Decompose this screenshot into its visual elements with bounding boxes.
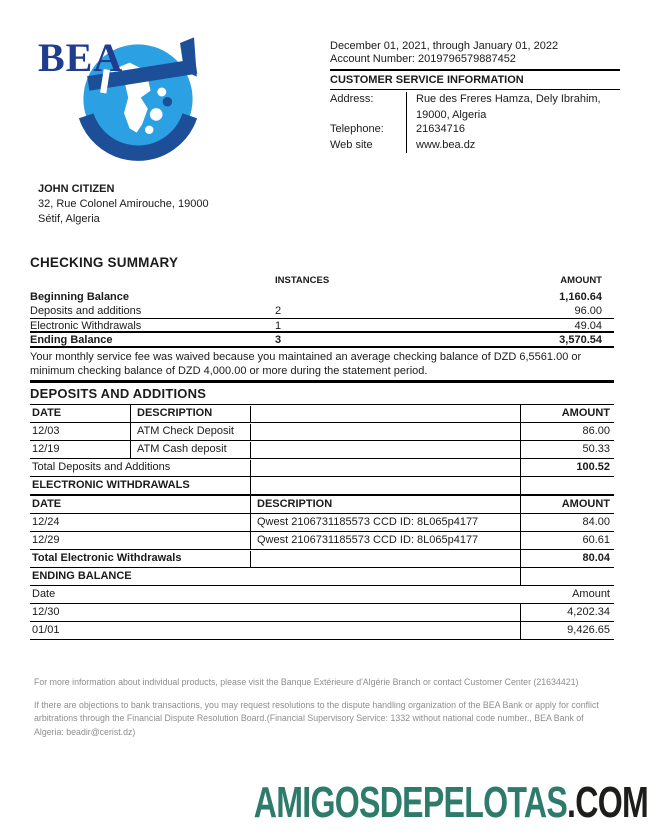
- address-value-line2: 19000, Algeria: [406, 108, 620, 123]
- website-value: www.bea.dz: [406, 138, 620, 154]
- customer-service-info: [330, 40, 620, 153]
- csi-row-telephone: [330, 122, 620, 138]
- ending-balance-row: 01/01 9,426.65: [30, 622, 614, 640]
- watermark: [254, 778, 648, 828]
- summary-row-withdrawals: Electronic Withdrawals 1 49.04: [30, 319, 614, 334]
- amount-column-header: AMOUNT: [560, 275, 602, 286]
- checking-summary-title: CHECKING SUMMARY: [30, 255, 179, 270]
- customer-address-line2: Sétif, Algeria: [38, 213, 100, 225]
- instances-column-header: INSTANCES: [275, 275, 330, 286]
- ending-balance-date-header: Date: [32, 588, 56, 600]
- ending-balance-section-title: ENDING BALANCE: [32, 570, 132, 582]
- bea-logo-text: BEA: [38, 35, 124, 80]
- ending-balance-amount-header: Amount: [572, 588, 610, 600]
- withdrawals-section-title: ELECTRONIC WITHDRAWALS: [32, 479, 190, 491]
- bea-logo: [38, 26, 213, 176]
- statement-period: December 01, 2021, through January 01, 2022: [330, 40, 559, 52]
- watermark-site-name: AMIGOSDEPELOTAS: [253, 778, 568, 827]
- website-label: Web site: [330, 138, 373, 151]
- deposits-date-header: DATE: [32, 407, 62, 419]
- summary-row-beginning-balance: Beginning Balance 1,160.64: [30, 290, 602, 303]
- withdrawals-amount-header: AMOUNT: [520, 496, 614, 513]
- address-label: Address:: [330, 93, 374, 105]
- deposits-description-header: DESCRIPTION: [130, 405, 250, 422]
- deposits-amount-header: AMOUNT: [520, 405, 614, 422]
- summary-row-ending-balance: Ending Balance 3 3,570.54: [30, 333, 614, 348]
- ending-balance-title-row: [30, 568, 614, 586]
- summary-row-deposits: Deposits and additions 2 96.00: [30, 304, 614, 319]
- account-number-line: [330, 53, 620, 69]
- footer-paragraph-1: For more information about individual products, please visit the Banque Extérieure d'Algérie Branch or contact Customer Center (21634421): [34, 677, 579, 687]
- withdrawal-row: 12/24 Qwest 2106731185573 CCD ID: 8L065p4177 84.00: [30, 514, 614, 532]
- withdrawals-header-row: [30, 495, 614, 514]
- summary-header-row: [30, 275, 614, 289]
- customer-address-line1: 32, Rue Colonel Amirouche, 19000: [38, 198, 209, 210]
- withdrawals-description-header: DESCRIPTION: [250, 496, 520, 513]
- checking-summary-section: [30, 255, 614, 379]
- account-number-value: 2019796579887452: [418, 53, 516, 65]
- deposits-section-title: DEPOSITS AND ADDITIONS: [30, 386, 207, 401]
- telephone-label: Telephone:: [330, 123, 384, 135]
- csi-row-address2: [330, 108, 620, 123]
- customer-name: JOHN CITIZEN: [38, 183, 115, 195]
- withdrawals-date-header: DATE: [32, 498, 62, 510]
- withdrawals-total-row: Total Electronic Withdrawals 80.04: [30, 550, 614, 568]
- ending-balance-row: 12/30 4,202.34: [30, 604, 614, 622]
- footer-disclaimers: [34, 676, 612, 740]
- deposit-row: 12/19 ATM Cash deposit 50.33: [30, 441, 614, 459]
- deposits-total-row: Total Deposits and Additions 100.52: [30, 459, 614, 477]
- service-fee-note: Your monthly service fee was waived because you maintained an average checking balance of DZD 6,5561.00 or minimum checking balance of DZD 4,000.00 or more during the statement period.: [30, 351, 582, 377]
- address-value-line1: Rue des Freres Hamza, Dely Ibrahim,: [406, 92, 620, 108]
- ending-balance-header-row: [30, 586, 614, 604]
- customer-block: [38, 182, 209, 227]
- account-number-label: Account Number:: [330, 53, 415, 65]
- customer-service-title: CUSTOMER SERVICE INFORMATION: [330, 69, 620, 90]
- telephone-value: 21634716: [406, 122, 620, 138]
- withdrawals-section-title-row: [30, 477, 614, 495]
- withdrawal-row: 12/29 Qwest 2106731185573 CCD ID: 8L065p4177 60.61: [30, 532, 614, 550]
- csi-row-website: [330, 138, 620, 154]
- deposit-row: 12/03 ATM Check Deposit 86.00: [30, 423, 614, 441]
- transactions-block: [30, 380, 614, 640]
- watermark-tld: .COM: [567, 778, 648, 827]
- deposits-header-row: [30, 404, 614, 423]
- csi-row-address: [330, 92, 620, 108]
- footer-paragraph-2: If there are objections to bank transactions, you may request resolutions to the dispute handling organization of the BEA Bank or apply for conflict arbitrations through the Financial Dispute Resolution Board.(Financial Supervisory Service: 1332 without national code number., BEA Bank of Algeria: beadir@cerist.dz): [34, 699, 599, 737]
